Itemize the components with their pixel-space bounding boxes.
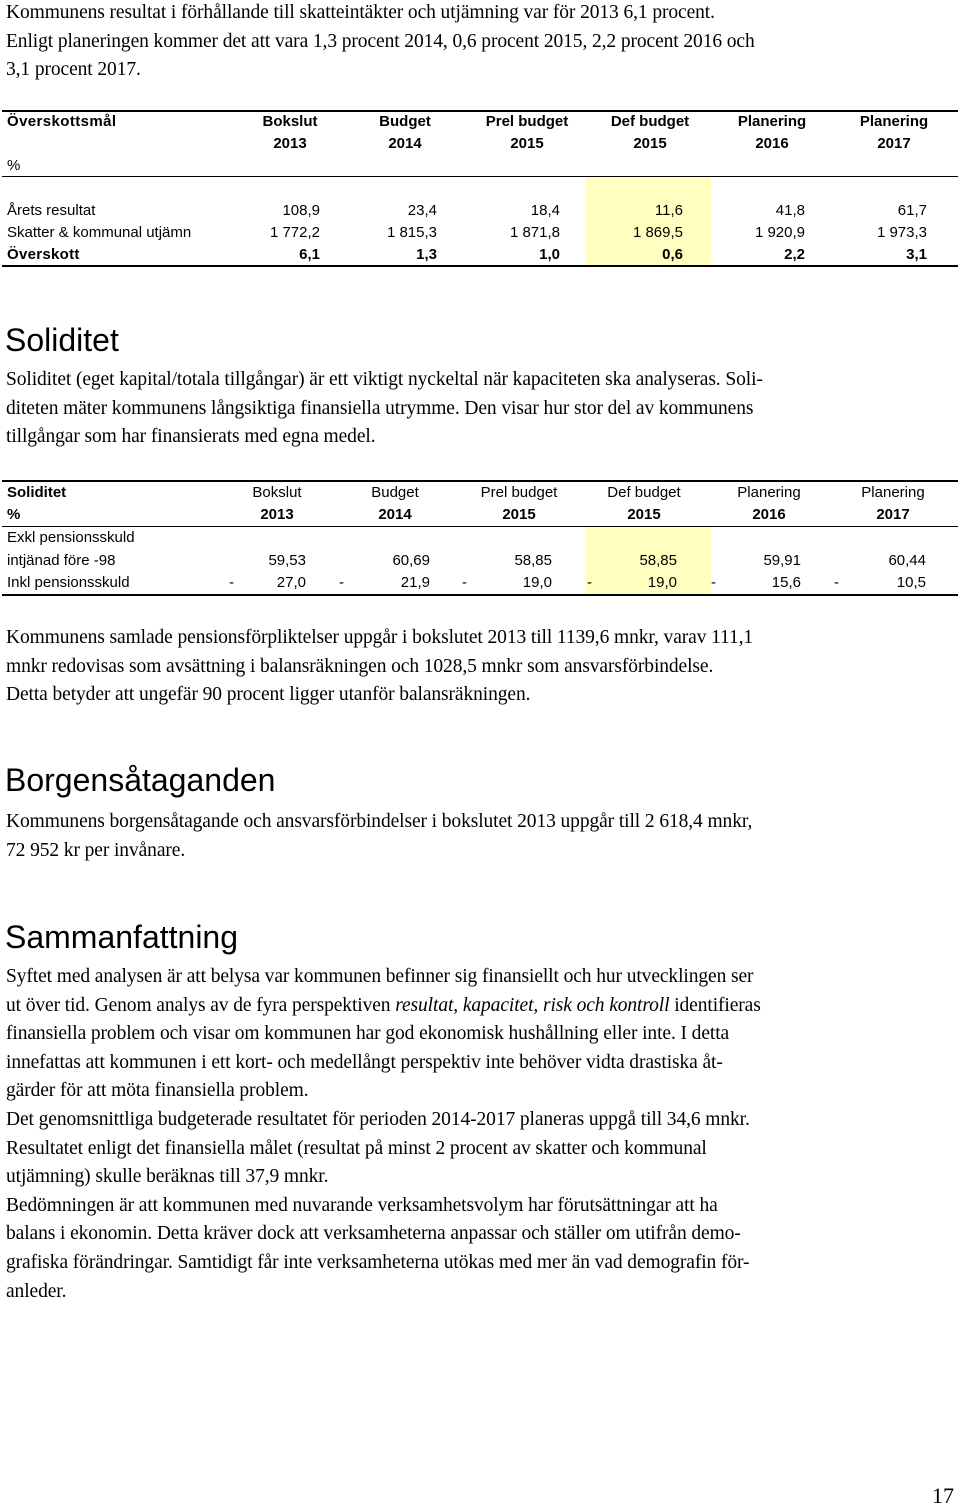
column-header: Budget: [371, 484, 419, 501]
table-bottom-rule: [2, 265, 958, 267]
borgen-paragraph: [6, 808, 954, 865]
row-label: Exkl pensionsskuld: [7, 529, 135, 546]
text-line: utjämning) skulle beräknas till 37,9 mnkr.: [6, 1166, 329, 1188]
table-cell: 1 920,9: [754, 224, 805, 241]
negative-sign: -: [462, 574, 467, 591]
text-line: balans i ekonomin. Detta kräver dock att verksamheterna anpassar och ställer om utifrån demo-: [6, 1223, 741, 1245]
column-header: Bokslut: [262, 113, 318, 130]
table-cell: 1 871,8: [509, 224, 560, 241]
table-cell: 19,0: [522, 574, 552, 591]
table-title: Soliditet: [7, 484, 67, 501]
negative-sign: -: [587, 574, 592, 591]
text-line: tillgångar som har finansierats med egna medel.: [6, 426, 376, 448]
column-year: 2014: [388, 135, 422, 152]
column-header: Budget: [379, 113, 431, 130]
column-year: 2016: [752, 506, 786, 523]
table-cell: 11,6: [654, 202, 683, 219]
column-year: 2015: [510, 135, 544, 152]
intro-paragraph: [6, 0, 954, 85]
negative-sign: -: [834, 574, 839, 591]
text-line: Kommunens samlade pensionsförpliktelser uppgår i bokslutet 2013 till 1139,6 mnkr, varav 111,1: [6, 627, 754, 648]
text-line: finansiella problem och visar om kommunen har god ekonomisk hushållning eller inte. I detta: [6, 1023, 730, 1045]
column-year: 2015: [627, 506, 661, 523]
table-cell: 58,85: [639, 552, 677, 569]
column-year: 2017: [877, 135, 911, 152]
table-cell: 59,53: [268, 552, 306, 569]
text-line: diteten mäter kommunens långsiktiga finansiella utrymme. Den visar hur stor del av kommunens: [6, 397, 754, 419]
soliditet-table: [0, 480, 960, 600]
column-year: 2014: [378, 506, 412, 523]
table-cell: 58,85: [514, 552, 552, 569]
text-line: Soliditet (eget kapital/totala tillgångar) är ett viktigt nyckeltal när kapaciteten ska analyseras. Soli-: [6, 369, 763, 390]
table-cell: 6,1: [299, 246, 320, 263]
column-header: Bokslut: [252, 484, 302, 501]
table-cell: 27,0: [276, 574, 306, 591]
table-cell: 108,9: [282, 202, 320, 219]
table-cell: 1 869,5: [632, 224, 683, 241]
row-label: Överskott: [7, 246, 80, 263]
text-line: Kommunens resultat i förhållande till skatteintäkter och utjämning var för 2013 6,1 procent.: [6, 2, 715, 23]
column-header: Planering: [737, 113, 807, 130]
column-year: 2015: [633, 135, 667, 152]
text-line: Enligt planeringen kommer det att vara 1,3 procent 2014, 0,6 procent 2015, 2,2 procent 2016 och: [6, 30, 755, 52]
column-year: 2013: [273, 135, 307, 152]
table-header-rule: [2, 176, 958, 177]
table-cell: 2,2: [784, 246, 805, 263]
text-line: gärder för att möta finansiella problem.: [6, 1080, 309, 1102]
soliditet-paragraph: [6, 366, 954, 452]
table-cell: 1,0: [539, 246, 560, 263]
text-line: [6, 992, 954, 1021]
table-cell: 19,0: [647, 574, 677, 591]
overskottsmal-table: [0, 110, 960, 270]
table-cell: 1 772,2: [269, 224, 320, 241]
table-cell: 10,5: [896, 574, 926, 591]
table-cell: 15,6: [771, 574, 801, 591]
column-header: Planering: [859, 113, 929, 130]
text-line: anleder.: [6, 1280, 67, 1302]
column-header: Def budget: [607, 484, 681, 501]
text-line: 3,1 procent 2017.: [6, 59, 141, 81]
table-cell: 1 815,3: [386, 224, 437, 241]
negative-sign: -: [711, 574, 716, 591]
sammanfattning-paragraph: [6, 963, 954, 1306]
italic-perspectives: resultat, kapacitet, risk och kontroll: [395, 994, 670, 1016]
negative-sign: -: [339, 574, 344, 591]
table-cell: 21,9: [400, 574, 430, 591]
text-line: innefattas att kommunen i ett kort- och medellångt perspektiv inte behöver vidta drastiska åt-: [6, 1051, 723, 1073]
text-line: mnkr redovisas som avsättning i balansräkningen och 1028,5 mnkr som ansvarsförbindelse.: [6, 655, 714, 677]
column-header: Prel budget: [480, 484, 558, 501]
column-header: Planering: [861, 484, 925, 501]
column-year: 2017: [876, 506, 910, 523]
text-segment: ut över tid. Genom analys av de fyra perspektiven: [6, 994, 396, 1016]
table-cell: 60,69: [392, 552, 430, 569]
column-header: Def budget: [610, 113, 690, 130]
text-line: Syftet med analysen är att belysa var kommunen befinner sig finansiellt och hur utvecklingen ser: [6, 966, 754, 987]
text-line: Resultatet enligt det finansiella målet (resultat på minst 2 procent av skatter och kommunal: [6, 1137, 707, 1159]
column-year: 2015: [502, 506, 536, 523]
section-heading-borgen: Borgensåtaganden: [5, 762, 276, 798]
text-line: Bedömningen är att kommunen med nuvarande verksamhetsvolym har förutsättningar att ha: [6, 1194, 718, 1216]
table-cell: 59,91: [763, 552, 801, 569]
text-line: Kommunens borgensåtagande och ansvarsförbindelser i bokslutet 2013 uppgår till 2 618,4 mnkr,: [6, 811, 753, 832]
text-line: Det genomsnittliga budgeterade resultatet för perioden 2014-2017 planeras uppgå till 34,6 mnkr.: [6, 1108, 750, 1130]
table-cell: 1 973,3: [876, 224, 927, 241]
row-label: Årets resultat: [7, 202, 96, 219]
column-year: 2013: [260, 506, 294, 523]
table-cell: 0,6: [662, 246, 683, 263]
column-header: Prel budget: [485, 113, 569, 130]
table-cell: 60,44: [888, 552, 926, 569]
column-header: Planering: [737, 484, 801, 501]
column-year: 2016: [755, 135, 789, 152]
text-line: grafiska förändringar. Samtidigt får inte verksamheterna utökas med mer än vad demografin för-: [6, 1251, 750, 1273]
row-label: Inkl pensionsskuld: [7, 574, 130, 591]
negative-sign: -: [229, 574, 234, 591]
table-unit: %: [7, 157, 21, 174]
table-cell: 3,1: [906, 246, 927, 263]
section-heading-soliditet: Soliditet: [5, 322, 119, 358]
row-label: Skatter & kommunal utjämn: [7, 224, 192, 241]
section-heading-sammanfattning: Sammanfattning: [5, 919, 239, 955]
table-cell: 18,4: [530, 202, 560, 219]
table-cell: 41,8: [775, 202, 805, 219]
text-line: Detta betyder att ungefär 90 procent ligger utanför balansräkningen.: [6, 684, 531, 706]
table-top-rule: [2, 480, 958, 482]
table-cell: 1,3: [416, 246, 437, 263]
page-number: 17: [932, 1483, 954, 1508]
table-bottom-rule: [2, 594, 958, 596]
row-label: intjänad före -98: [7, 552, 116, 569]
text-segment: identifieras: [669, 994, 761, 1016]
text-line: 72 952 kr per invånare.: [6, 839, 186, 861]
table-cell: 61,7: [897, 202, 927, 219]
table-cell: 23,4: [407, 202, 437, 219]
table-title: Överskottsmål: [7, 113, 117, 130]
table-unit: %: [7, 506, 21, 523]
table-header-rule: [2, 526, 958, 527]
pension-paragraph: [6, 624, 954, 710]
